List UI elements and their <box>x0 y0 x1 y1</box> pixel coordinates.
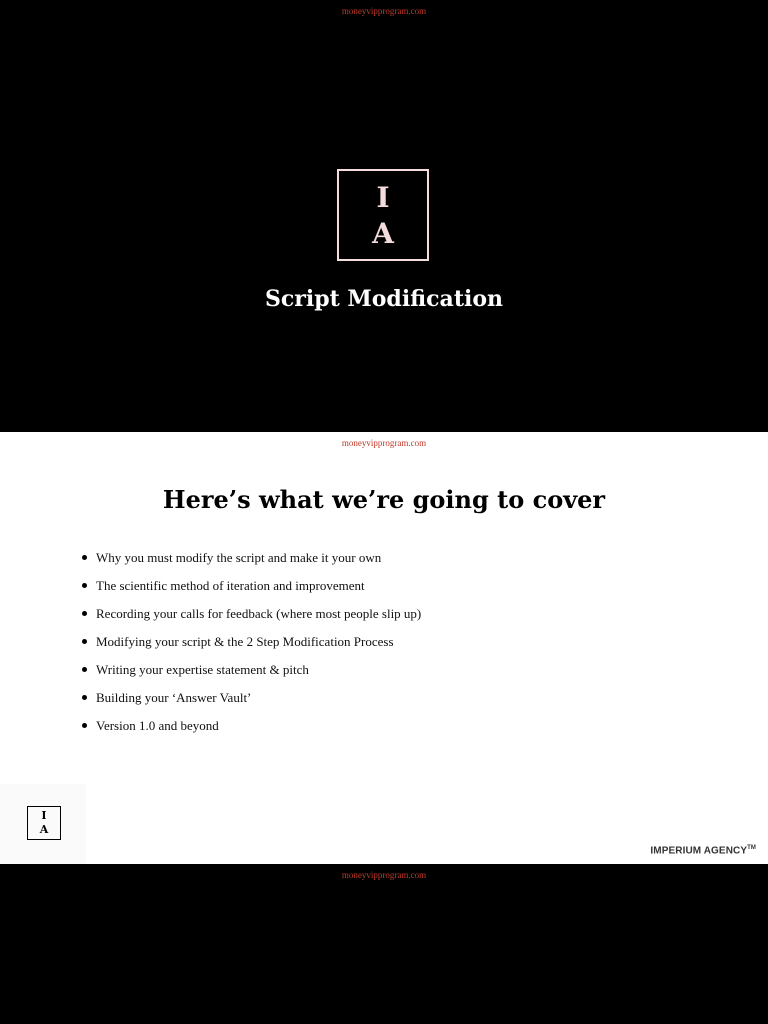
watermark-text: moneyvipprogram.com <box>341 870 427 880</box>
watermark-text: moneyvipprogram.com <box>341 6 427 16</box>
bullet-icon <box>82 583 87 588</box>
agenda-item-text: Why you must modify the script and make it your own <box>96 550 382 565</box>
logo-letter-i: I <box>376 181 390 214</box>
bullet-icon <box>82 611 87 616</box>
agenda-title: Here’s what we’re going to cover <box>162 485 606 514</box>
logo-letter-a: A <box>39 823 49 836</box>
slide-title: Script Modification <box>264 286 504 312</box>
title-slide <box>0 0 768 432</box>
next-slide <box>0 864 768 1024</box>
logo-letter-i: I <box>41 809 47 822</box>
agenda-item <box>82 549 421 577</box>
brand-name <box>650 845 756 856</box>
agenda-item <box>82 633 421 661</box>
agenda-item <box>82 717 421 745</box>
bullet-icon <box>82 667 87 672</box>
agenda-item-text: Recording your calls for feedback (where most people slip up) <box>96 606 422 621</box>
ia-logo <box>337 169 429 261</box>
bullet-icon <box>82 639 87 644</box>
agenda-item <box>82 689 421 717</box>
agenda-slide <box>0 432 768 864</box>
agenda-item <box>82 605 421 633</box>
trademark-mark: TM <box>747 845 756 851</box>
agenda-item <box>82 577 421 605</box>
agenda-item <box>82 661 421 689</box>
agenda-item-text: Building your ‘Answer Vault’ <box>96 690 252 705</box>
logo-letter-a: A <box>372 217 394 250</box>
brand-text: IMPERIUM AGENCY <box>650 845 748 857</box>
agenda-item-text: Writing your expertise statement & pitch <box>96 662 309 677</box>
watermark-text: moneyvipprogram.com <box>341 438 427 448</box>
agenda-item-text: Version 1.0 and beyond <box>96 718 219 733</box>
ia-small-logo <box>27 806 61 840</box>
bullet-icon <box>82 555 87 560</box>
bullet-icon <box>82 723 87 728</box>
agenda-item-text: Modifying your script & the 2 Step Modification Process <box>96 634 394 649</box>
bullet-icon <box>82 695 87 700</box>
agenda-item-text: The scientific method of iteration and improvement <box>96 578 365 593</box>
agenda-list <box>82 549 421 745</box>
